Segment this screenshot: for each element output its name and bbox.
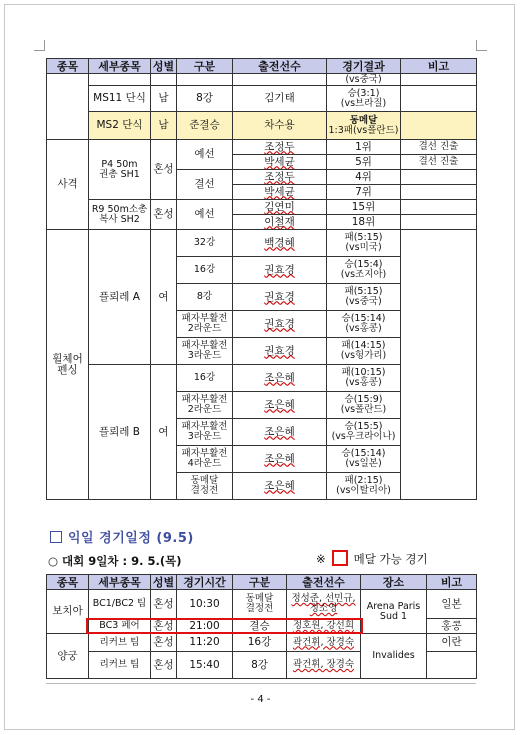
table-row-medal [47, 112, 477, 140]
result-cell: 패(14:15) (vs헝가리) [327, 338, 401, 365]
table-row [47, 140, 477, 155]
athlete-cell: 조은혜 [233, 446, 327, 473]
result-cell: 1위 [327, 140, 401, 155]
venue-cell: Invalides [361, 634, 427, 679]
event-cell: R9 50m소총 복사 SH2 [89, 200, 151, 230]
round-cell: 동메달 결정전 [233, 590, 287, 619]
result-cell: 승(15:4) (vs조지아) [327, 257, 401, 284]
gender-cell: 혼성 [151, 619, 177, 634]
header-sport: 종목 [47, 575, 89, 590]
note-cell [427, 652, 477, 679]
event-cell: 리커브 팀 [89, 634, 151, 652]
sport-cell: 보치아 [47, 590, 89, 634]
sport-cell: 양궁 [47, 634, 89, 679]
result-cell: 승(15:5) (vs우크라이나) [327, 419, 401, 446]
athlete-cell: 권효경 [233, 257, 327, 284]
result-cell: 승(15:9) (vs폴란드) [327, 392, 401, 419]
event-cell: BC3 페어 [89, 619, 151, 634]
athlete-cell: 조은혜 [233, 473, 327, 500]
divider [46, 683, 476, 684]
athlete-cell: 권효경 [233, 311, 327, 338]
corner-mark [476, 40, 487, 51]
athlete-cell: 정호원, 강선희 [287, 619, 361, 634]
header-gender: 성별 [151, 59, 177, 74]
event-cell: 플뢰레 A [89, 230, 151, 365]
venue-cell: Arena Paris Sud 1 [361, 590, 427, 634]
athlete-cell: 이철재 [233, 215, 327, 230]
gender-cell: 남 [151, 112, 177, 140]
athlete-cell: 권효경 [233, 338, 327, 365]
legend: ※ 메달 가능 경기 [316, 552, 428, 566]
event-cell: 플뢰레 B [89, 365, 151, 500]
gender-cell: 혼성 [151, 200, 177, 230]
day-line: ○ 대회 9일차 : 9. 5.(목) [48, 554, 182, 568]
result-cell: 승(15:14) (vs홍콩) [327, 311, 401, 338]
round-cell: 동메달 결정전 [177, 473, 233, 500]
round-cell: 패자부활전 3라운드 [177, 338, 233, 365]
note-cell: 결선 진출 [401, 140, 477, 155]
page-number: - 4 - [250, 694, 271, 705]
event-cell: BC1/BC2 팀 [89, 590, 151, 619]
athlete-cell: 곽건휘, 장경숙 [287, 634, 361, 652]
table-row [47, 74, 477, 86]
result-cell: 패(2:15) (vs이탈리아) [327, 473, 401, 500]
athlete-cell: 조정두 [233, 170, 327, 185]
results-table [46, 58, 477, 500]
header-result: 경기결과 [327, 59, 401, 74]
round-cell: 결승 [233, 619, 287, 634]
note-cell: 홍콩 [427, 619, 477, 634]
gender-cell: 여 [151, 230, 177, 365]
result-cell: 5위 [327, 155, 401, 170]
table-row [47, 230, 477, 257]
table-row [47, 200, 477, 215]
header-note: 비고 [427, 575, 477, 590]
table-row [47, 634, 477, 652]
athlete-cell: 곽건휘, 장경숙 [287, 652, 361, 679]
note-cell: 이란 [427, 634, 477, 652]
round-cell: 결선 [177, 170, 233, 200]
corner-mark [34, 40, 45, 51]
note-cell: 일본 [427, 590, 477, 619]
red-box-icon [332, 550, 348, 566]
time-cell: 10:30 [177, 590, 233, 619]
section-title: 익일 경기일정 (9.5) [50, 527, 194, 546]
result-cell: 4위 [327, 170, 401, 185]
result-cell: 동메달 1:3패(vs폴란드) [327, 112, 401, 140]
event-cell: MS2 단식 [89, 112, 151, 140]
gender-cell: 혼성 [151, 634, 177, 652]
checkbox-square-icon [50, 531, 62, 543]
athlete-cell: 김연미 [233, 200, 327, 215]
athlete-cell: 백경혜 [233, 230, 327, 257]
athlete-cell: 조정두 [233, 140, 327, 155]
event-cell: 리커브 팀 [89, 652, 151, 679]
time-cell: 21:00 [177, 619, 233, 634]
header-round: 구분 [233, 575, 287, 590]
round-cell: 16강 [177, 257, 233, 284]
header-athlete: 출전선수 [233, 59, 327, 74]
round-cell: 패자부활전 2라운드 [177, 392, 233, 419]
athlete-cell: 김기태 [233, 86, 327, 112]
schedule-table [46, 574, 477, 679]
event-cell: P4 50m 권총 SH1 [89, 140, 151, 200]
round-cell: 16강 [177, 365, 233, 392]
athlete-cell: 박세균 [233, 185, 327, 200]
athlete-cell: 차수용 [233, 112, 327, 140]
header-sport: 종목 [47, 59, 89, 74]
sport-cell: 사격 [47, 140, 89, 230]
round-cell: 8강 [177, 86, 233, 112]
gender-cell: 여 [151, 365, 177, 500]
athlete-cell: 권효경 [233, 284, 327, 311]
time-cell: 11:20 [177, 634, 233, 652]
header-gender: 성별 [151, 575, 177, 590]
round-cell: 8강 [233, 652, 287, 679]
round-cell: 32강 [177, 230, 233, 257]
header-athlete: 출전선수 [287, 575, 361, 590]
athlete-cell: 조은혜 [233, 365, 327, 392]
sport-cell: 휠체어 펜싱 [47, 230, 89, 500]
round-cell: 예선 [177, 200, 233, 230]
round-cell: 예선 [177, 140, 233, 170]
round-cell: 패자부활전 3라운드 [177, 419, 233, 446]
result-cell: 패(5:15) (vs중국) [327, 284, 401, 311]
sport-cell [47, 74, 89, 140]
table-row [47, 86, 477, 112]
result-cell: (vs중국) [327, 74, 401, 86]
header-round: 구분 [177, 59, 233, 74]
header-note: 비고 [401, 59, 477, 74]
result-cell: 7위 [327, 185, 401, 200]
round-cell: 패자부활전 2라운드 [177, 311, 233, 338]
athlete-cell: 박세균 [233, 155, 327, 170]
round-cell: 8강 [177, 284, 233, 311]
gender-cell: 혼성 [151, 590, 177, 619]
result-cell: 승(15:14) (vs일본) [327, 446, 401, 473]
result-cell: 패(10:15) (vs홍콩) [327, 365, 401, 392]
time-cell: 15:40 [177, 652, 233, 679]
header-time: 경기시간 [177, 575, 233, 590]
round-cell: 패자부활전 4라운드 [177, 446, 233, 473]
gender-cell: 남 [151, 86, 177, 112]
athlete-cell: 조은혜 [233, 419, 327, 446]
result-cell: 18위 [327, 215, 401, 230]
header-event: 세부종목 [89, 59, 151, 74]
table-header-row [47, 59, 477, 74]
result-cell: 패(5:15) (vs미국) [327, 230, 401, 257]
round-cell: 16강 [233, 634, 287, 652]
gender-cell: 혼성 [151, 652, 177, 679]
gender-cell: 혼성 [151, 140, 177, 200]
table-row [47, 590, 477, 619]
result-cell: 15위 [327, 200, 401, 215]
note-cell: 결선 진출 [401, 155, 477, 170]
round-cell: 준결승 [177, 112, 233, 140]
event-cell: MS11 단식 [89, 86, 151, 112]
header-venue: 장소 [361, 575, 427, 590]
athlete-cell: 정성준, 선민규, 정소영 [287, 590, 361, 619]
result-cell: 승(3:1) (vs브라질) [327, 86, 401, 112]
schedule-header-row [47, 575, 477, 590]
header-event: 세부종목 [89, 575, 151, 590]
athlete-cell: 조은혜 [233, 392, 327, 419]
